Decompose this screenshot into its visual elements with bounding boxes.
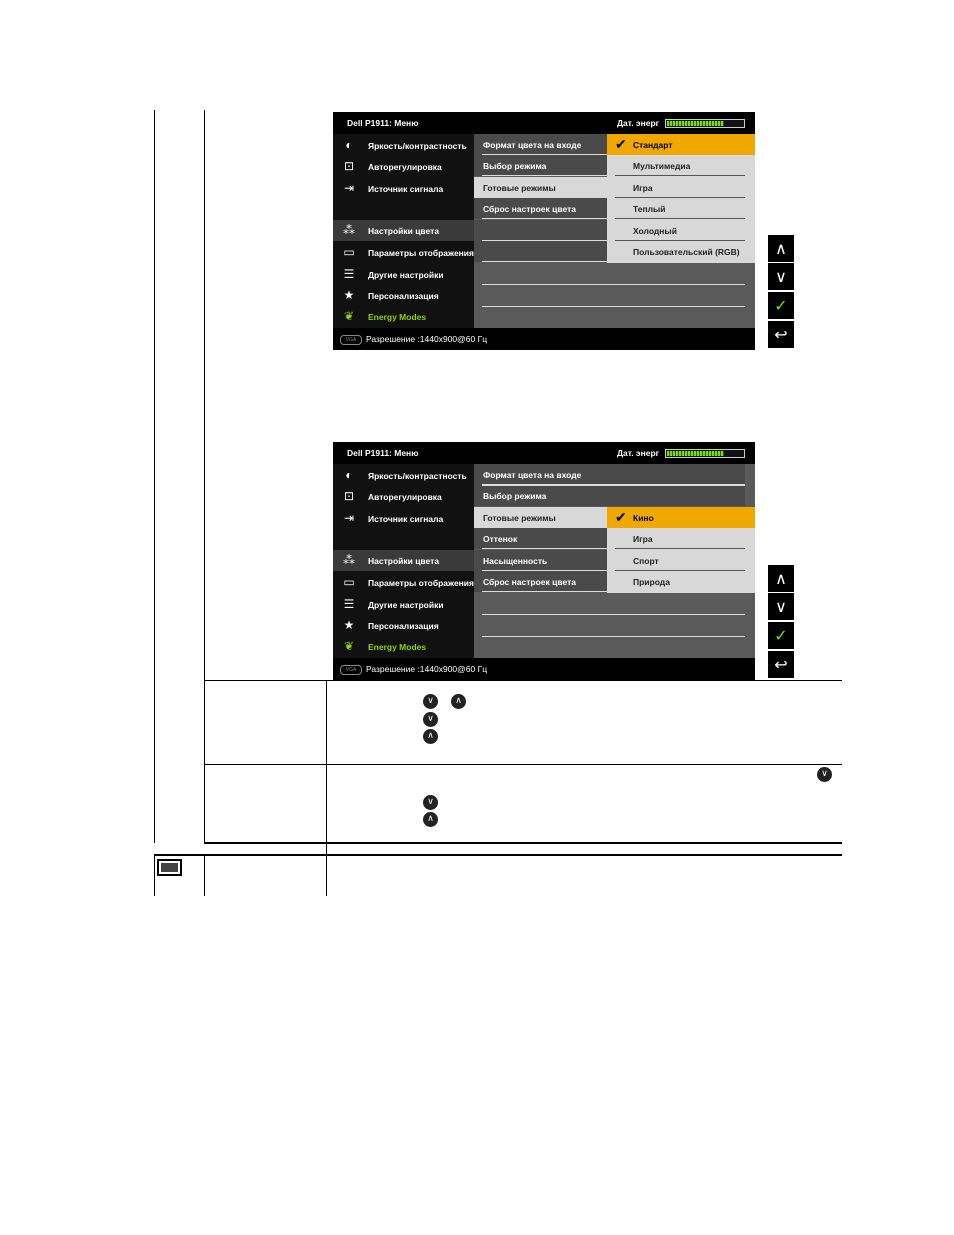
down-button-icon: ∨ (423, 712, 438, 727)
table-row-divider (204, 680, 842, 681)
table-border-left-lower (154, 854, 155, 896)
option-label: Спорт (633, 556, 659, 566)
submenu-item[interactable] (474, 464, 745, 485)
energy-meter (665, 449, 745, 458)
back-button[interactable]: ↩ (768, 321, 794, 348)
menu-item-display-settings[interactable] (333, 572, 474, 593)
menu-item-personalize[interactable] (333, 285, 474, 306)
table-border-left (154, 110, 155, 843)
menu-item-label: Параметры отображения (368, 578, 474, 588)
osd-header (333, 112, 755, 134)
check-icon: ✔ (615, 136, 627, 152)
menu-item-label: Energy Modes (368, 312, 427, 322)
table-border-col1-lower (204, 854, 205, 896)
submenu-label: Выбор режима (483, 161, 547, 171)
menu-item-label: Настройки цвета (368, 556, 440, 566)
ok-button[interactable]: ✓ (768, 292, 794, 319)
option-item[interactable] (607, 550, 755, 571)
back-button[interactable]: ↩ (768, 651, 794, 678)
submenu-label: Сброс настроек цвета (483, 577, 576, 587)
submenu-label: Оттенок (483, 534, 518, 544)
option-item[interactable] (607, 528, 755, 549)
table-border-col2 (326, 680, 327, 896)
menu-item-label: Параметры отображения (368, 248, 474, 258)
submenu-label: Выбор режима (483, 491, 547, 501)
option-item[interactable] (607, 155, 755, 176)
menu-item-label: Другие настройки (368, 270, 444, 280)
submenu-item[interactable] (474, 528, 607, 549)
up-button-icon: ∧ (423, 812, 438, 827)
submenu-label: Насыщенность (483, 556, 548, 566)
auto-adjust-icon: ⊡ (343, 489, 355, 503)
option-label: Игра (633, 534, 653, 544)
up-button-icon: ∧ (423, 729, 438, 744)
energy-meter (665, 119, 745, 128)
down-button-icon: ∨ (423, 694, 438, 709)
menu-item-label: Персонализация (368, 621, 439, 631)
table-border-col1 (204, 110, 205, 843)
other-settings-icon: ☰ (343, 267, 355, 281)
menu-item-display-settings[interactable] (333, 242, 474, 263)
osd-title: Dell P1911: Меню (347, 448, 419, 458)
submenu-label: Сброс настроек цвета (483, 204, 576, 214)
submenu-item[interactable] (474, 550, 607, 571)
menu-item-label: Яркость/контрастность (368, 141, 467, 151)
osd-menu-preset-modes (333, 112, 755, 350)
menu-item-label: Источник сигнала (368, 514, 444, 524)
color-settings-icon: ⁂ (343, 223, 355, 237)
menu-item-energy-modes[interactable] (333, 636, 474, 657)
menu-item-label: Источник сигнала (368, 184, 444, 194)
menu-item-label: Другие настройки (368, 600, 444, 610)
submenu-item[interactable] (474, 198, 607, 219)
check-icon: ✔ (615, 509, 627, 525)
color-settings-icon: ⁂ (343, 553, 355, 567)
submenu-item[interactable] (474, 571, 607, 592)
menu-item-brightness[interactable] (333, 135, 474, 156)
submenu-label: Готовые режимы (483, 183, 556, 193)
option-label: Холодный (633, 226, 677, 236)
option-label: Пользовательский (RGB) (633, 247, 740, 257)
option-label: Мультимедиа (633, 161, 691, 171)
submenu-item[interactable] (474, 134, 607, 155)
osd-title: Dell P1911: Меню (347, 118, 419, 128)
resolution-text: Разрешение :1440x900@60 Гц (366, 664, 488, 674)
menu-item-personalize[interactable] (333, 615, 474, 636)
menu-item-label: Персонализация (368, 291, 439, 301)
option-item[interactable] (607, 241, 755, 262)
osd-header (333, 442, 755, 464)
menu-item-auto-adjust[interactable] (333, 156, 474, 177)
submenu-item-empty (474, 241, 607, 262)
ok-button[interactable]: ✓ (768, 622, 794, 649)
up-button[interactable]: ∧ (768, 235, 794, 262)
display-settings-icon (157, 859, 182, 876)
table-row-divider (204, 764, 842, 765)
osd-submenu-panel (474, 464, 755, 658)
option-label: Природа (633, 577, 670, 587)
menu-item-label: Яркость/контрастность (368, 471, 467, 481)
submenu-item[interactable] (474, 485, 745, 506)
submenu-item-empty (474, 220, 607, 241)
menu-item-label: Настройки цвета (368, 226, 440, 236)
auto-adjust-icon: ⊡ (343, 159, 355, 173)
resolution-icon: VGA (340, 335, 362, 345)
menu-item-color-settings[interactable] (333, 550, 474, 571)
menu-item-label: Energy Modes (368, 642, 427, 652)
submenu-label: Формат цвета на входе (483, 470, 582, 480)
brightness-icon: ◐ (345, 468, 353, 482)
option-label: Кино (633, 513, 654, 523)
osd-footer (333, 328, 755, 350)
option-item[interactable] (607, 177, 755, 198)
input-source-icon: ⇥ (343, 511, 355, 525)
menu-item-other-settings[interactable] (333, 594, 474, 615)
down-button-icon: ∨ (817, 767, 832, 782)
table-row-divider (154, 854, 842, 856)
osd-submenu-panel (474, 134, 755, 328)
display-settings-icon: ▭ (343, 245, 355, 259)
up-button[interactable]: ∧ (768, 565, 794, 592)
option-item[interactable] (607, 571, 755, 592)
menu-item-auto-adjust[interactable] (333, 486, 474, 507)
display-settings-icon: ▭ (343, 575, 355, 589)
down-button[interactable]: ∨ (768, 593, 794, 620)
menu-item-brightness[interactable] (333, 465, 474, 486)
up-button-icon: ∧ (451, 694, 466, 709)
down-button[interactable]: ∨ (768, 263, 794, 290)
resolution-text: Разрешение :1440x900@60 Гц (366, 334, 488, 344)
brightness-icon: ◐ (345, 138, 353, 152)
osd-footer (333, 658, 755, 680)
energy-meter-label: Дат. энерг (617, 448, 660, 458)
energy-meter-fill (667, 451, 724, 456)
submenu-label: Готовые режимы (483, 513, 556, 523)
submenu-item-selected[interactable] (474, 507, 607, 528)
option-standard[interactable] (607, 134, 755, 155)
option-label: Стандарт (633, 140, 673, 150)
option-movie[interactable] (607, 507, 755, 528)
energy-meter-fill (667, 121, 724, 126)
menu-item-label: Авторегулировка (368, 492, 442, 502)
energy-meter-label: Дат. энерг (617, 118, 660, 128)
option-label: Игра (633, 183, 653, 193)
leaf-icon: ❦ (343, 639, 355, 653)
menu-item-label: Авторегулировка (368, 162, 442, 172)
menu-item-color-settings[interactable] (333, 220, 474, 241)
leaf-icon: ❦ (343, 309, 355, 323)
star-icon: ★ (343, 288, 355, 302)
down-button-icon: ∨ (423, 795, 438, 810)
menu-item-other-settings[interactable] (333, 264, 474, 285)
menu-item-input-source[interactable] (333, 508, 474, 529)
resolution-icon: VGA (340, 665, 362, 675)
input-source-icon: ⇥ (343, 181, 355, 195)
other-settings-icon: ☰ (343, 597, 355, 611)
option-label: Теплый (633, 204, 666, 214)
table-row-divider (204, 842, 842, 844)
menu-item-input-source[interactable] (333, 178, 474, 199)
submenu-item-selected[interactable] (474, 177, 607, 198)
submenu-label: Формат цвета на входе (483, 140, 582, 150)
osd-main-menu (333, 464, 474, 658)
menu-item-energy-modes[interactable] (333, 306, 474, 327)
star-icon: ★ (343, 618, 355, 632)
submenu-item[interactable] (474, 155, 607, 176)
osd-menu-movie-mode (333, 442, 755, 680)
option-item[interactable] (607, 198, 755, 219)
option-item[interactable] (607, 220, 755, 241)
osd-main-menu (333, 134, 474, 328)
